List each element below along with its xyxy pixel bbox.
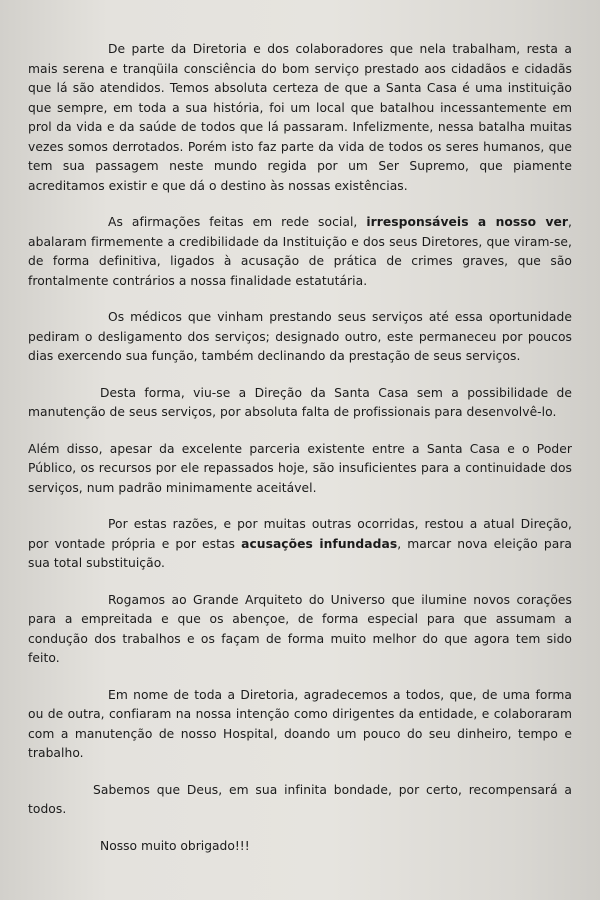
paragraph-text: Sabemos que Deus, em sua infinita bondade, por certo, recompensará a todos. <box>28 782 572 816</box>
paragraph-medicos <box>28 308 572 367</box>
paragraph-deus <box>28 781 572 820</box>
paragraph-text: Por estas razões, e por muitas outras ocorridas, restou a atual Direção, por vontade própria e por estas <box>28 517 572 551</box>
closing-line: Nosso muito obrigado!!! <box>100 838 250 853</box>
paragraph-afirmacoes <box>28 213 572 291</box>
paragraph-text: Em nome de toda a Diretoria, agradecemos a todos, que, de uma forma ou de outra, confiaram na nossa intenção como dirigentes da entidade, e colaboraram com a manutenção de nosso Hospital, doando um pouco do seu dinheiro, tempo e trabalho. <box>28 687 572 760</box>
paragraph-agradecimento <box>28 686 572 764</box>
paragraph-parceria <box>28 440 572 499</box>
paragraph-text: Rogamos ao Grande Arquiteto do Universo que ilumine novos corações para a empreitada e que os abençoe, de forma especial para que assumam a condução dos trabalhos e os façam de forma muito melhor do que agora tem sido feito. <box>28 592 572 665</box>
paragraph-text: , marcar nova eleição para sua total substituição. <box>28 536 573 570</box>
paragraph-text: Além disso, apesar da excelente parceria existente entre a Santa Casa e o Poder Público, os recursos por ele repassados hoje, são insuficientes para a continuidade dos serviços, num padrão minimamente aceitável. <box>28 441 572 495</box>
bold-phrase: irresponsáveis a nosso ver <box>366 215 569 229</box>
paragraph-direcao <box>28 384 572 423</box>
paragraph-rogamos <box>28 591 572 669</box>
paragraph-text: Os médicos que vinham prestando seus serviços até essa oportunidade pediram o desligamento dos serviços; designado outro, este permaneceu por poucos dias exercendo sua função, também declinando da prestação de seus serviços. <box>28 310 572 363</box>
paragraph-text: , abalaram firmemente a credibilidade da Instituição e dos seus Diretores, que viram-se, de forma definitiva, ligados à acusação de prática de crimes graves, que são frontalmente contrários a nossa finalidade estatutária. <box>28 215 572 288</box>
paragraph-razoes <box>28 515 572 574</box>
bold-phrase: acusações infundadas <box>241 536 398 551</box>
paragraph-diretoria <box>28 40 572 196</box>
paragraph-text: De parte da Diretoria e dos colaboradores que nela trabalham, resta a mais serena e tranqüila consciência do bom serviço prestado aos cidadãos e cidadãs que lá são atendidos. Temos absoluta certeza de que a Santa Casa é uma instituição que sempre, em toda a sua história, foi um local que batalhou incessantemente em prol da vida e da saúde de todos que lá passaram. Infelizmente, nessa batalha muitas vezes somos derrotados. Porém isto faz parte da vida de todos os seres humanos, que tem sua passagem neste mundo regida por um Ser Supremo, que piamente acreditamos existir e que dá o destino às nossas existências. <box>28 42 572 193</box>
paragraph-text: As afirmações feitas em rede social, <box>108 215 367 229</box>
paragraph-text: Desta forma, viu-se a Direção da Santa Casa sem a possibilidade de manutenção de seus serviços, por absoluta falta de profissionais para desenvolvê-lo. <box>28 385 572 419</box>
